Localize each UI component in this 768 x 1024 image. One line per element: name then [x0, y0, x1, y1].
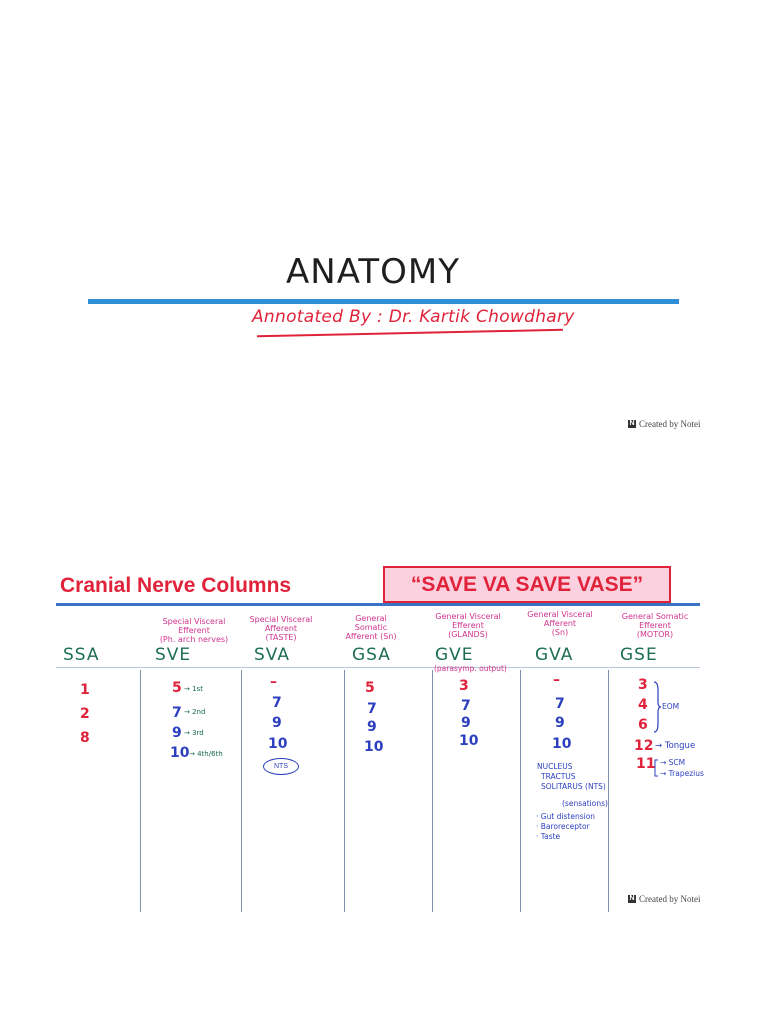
watermark-text: Created by Notei [639, 894, 701, 904]
scm-brace [652, 758, 660, 778]
col-header-gva: GVA [535, 645, 574, 665]
col-desc-gsa: General Somatic Afferent (Sn) [345, 614, 397, 641]
watermark-top [628, 419, 700, 429]
eom-brace [652, 680, 662, 734]
col-desc-sve: Special Visceral Efferent (Ph. arch nerves) [159, 617, 229, 644]
sve-note: → 2nd [184, 708, 206, 716]
gse-note: → SCM [660, 758, 686, 767]
notei-logo-icon: N [629, 895, 635, 902]
gse-value: 11 [636, 756, 656, 772]
gve-value: 10 [459, 733, 479, 749]
gve-note: (parasymp. output) [434, 664, 507, 673]
title-underline [88, 299, 679, 304]
mnemonic-box: “SAVE VA SAVE VASE” [383, 566, 671, 603]
slide-rule [56, 603, 700, 606]
column-divider [520, 670, 521, 912]
gva-note: NUCLEUS [537, 762, 573, 771]
gse-value: 6 [638, 717, 648, 733]
gsa-value: 9 [367, 719, 377, 735]
watermark-bottom [628, 894, 700, 904]
column-divider [140, 670, 141, 912]
nts-badge: NTS [263, 758, 299, 775]
sve-value: 5 [172, 680, 182, 696]
gsa-value: 10 [364, 739, 384, 755]
gve-value: 9 [461, 715, 471, 731]
gsa-value: 5 [365, 680, 375, 696]
gva-note: SOLITARUS (NTS) [541, 782, 606, 791]
sve-note: → 1st [184, 685, 203, 693]
column-divider [432, 670, 433, 912]
gsa-value: 7 [367, 701, 377, 717]
gse-note: → Trapezius [660, 769, 704, 778]
col-header-sve: SVE [155, 645, 192, 665]
col-header-gse: GSE [620, 645, 658, 665]
sve-note: → 4th/6th [189, 750, 223, 758]
sva-value: – [270, 674, 277, 690]
header-divider [56, 667, 700, 668]
col-header-gve: GVE [435, 645, 474, 665]
gse-value: 3 [638, 677, 648, 693]
gve-value: 3 [459, 678, 469, 694]
col-desc-gse: General Somatic Efferent (MOTOR) [621, 612, 689, 639]
annotated-by: Annotated By : Dr. Kartik Chowdhary [252, 307, 575, 327]
gva-note: · Gut distension [536, 812, 596, 821]
gse-value: 12 [634, 738, 654, 754]
watermark-text: Created by Notei [639, 419, 701, 429]
gse-note: EOM [662, 702, 680, 711]
gva-note: · Baroreceptor [536, 822, 590, 831]
sva-value: 7 [272, 695, 282, 711]
sva-value: 10 [268, 736, 288, 752]
gva-value: 9 [555, 715, 565, 731]
sve-value: 9 [172, 725, 182, 741]
notei-logo-icon: N [629, 420, 635, 427]
col-desc-sva: Special Visceral Afferent (TASTE) [249, 615, 313, 642]
sve-note: → 3rd [184, 729, 204, 737]
col-desc-gve: General Visceral Efferent (GLANDS) [435, 612, 501, 639]
ssa-value: 8 [80, 730, 90, 746]
gse-value: 4 [638, 697, 648, 713]
gva-note: · Taste [536, 832, 561, 841]
gve-value: 7 [461, 698, 471, 714]
gva-note: (sensations) [562, 799, 608, 808]
gva-value: 7 [555, 696, 565, 712]
col-header-sva: SVA [254, 645, 290, 665]
gva-note: TRACTUS [541, 772, 576, 781]
slide-title: Cranial Nerve Columns [60, 574, 292, 597]
ssa-value: 1 [80, 682, 90, 698]
gva-value: – [553, 672, 560, 688]
sva-value: 9 [272, 715, 282, 731]
sve-value: 7 [172, 705, 182, 721]
page-title: ANATOMY [286, 252, 460, 292]
gse-note: → Tongue [655, 741, 696, 751]
column-divider [241, 670, 242, 912]
sve-value: 10 [170, 745, 190, 761]
column-divider [344, 670, 345, 912]
col-desc-gva: General Visceral Afferent (Sn) [527, 610, 593, 637]
gva-value: 10 [552, 736, 572, 752]
ssa-value: 2 [80, 706, 90, 722]
col-header-gsa: GSA [352, 645, 391, 665]
col-header-ssa: SSA [63, 645, 100, 665]
annotated-by-underline [257, 329, 563, 337]
column-divider [608, 670, 609, 912]
